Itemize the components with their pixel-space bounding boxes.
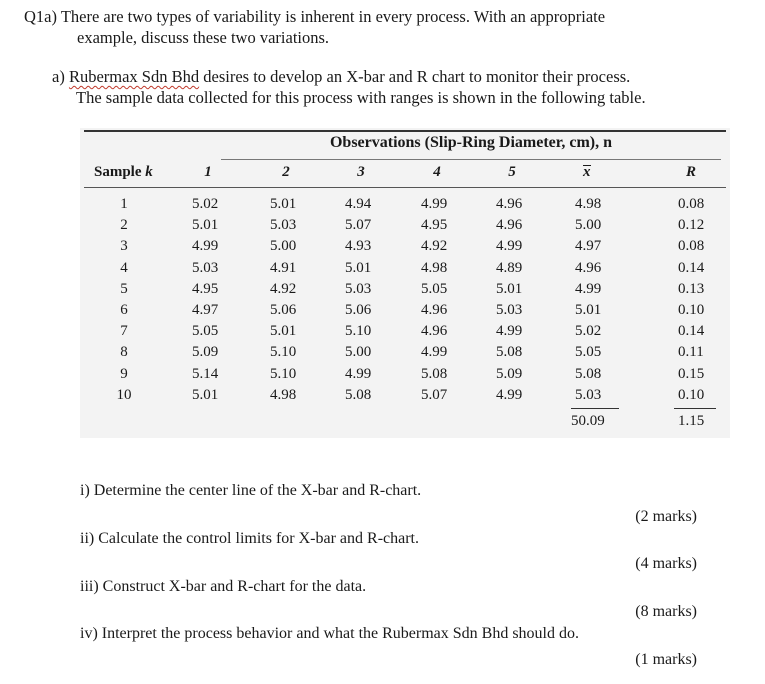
observation-value: 5.05: [192, 323, 219, 340]
observation-value: 5.10: [270, 344, 297, 361]
observation-value: 5.01: [270, 323, 297, 340]
observation-value: 5.08: [496, 344, 523, 361]
xbar-value: 5.08: [575, 365, 602, 382]
sample-number: 5: [120, 280, 128, 297]
marks-label: (8 marks): [635, 603, 697, 620]
observation-value: 4.97: [192, 302, 219, 318]
question-text-line2: example, discuss these two variations.: [77, 28, 330, 47]
obs-col-header-1: 1: [204, 164, 212, 180]
observation-value: 5.01: [192, 386, 219, 403]
observation-value: 4.98: [421, 259, 448, 276]
observation-value: 5.09: [192, 344, 219, 361]
xbar-value: 4.99: [575, 280, 602, 297]
observation-value: 4.99: [421, 344, 448, 361]
range-value: 0.14: [678, 323, 705, 340]
range-value: 0.14: [678, 259, 705, 276]
observation-value: 4.99: [496, 386, 523, 403]
observation-value: 4.99: [496, 238, 523, 255]
xbar-value: 5.00: [575, 217, 602, 234]
sample-number: 2: [120, 217, 128, 234]
xbar-value: 5.02: [575, 323, 602, 340]
xbar-value: 4.96: [575, 259, 602, 276]
observation-value: 4.89: [496, 259, 523, 276]
range-value: 0.12: [678, 217, 705, 234]
observation-value: 4.99: [421, 196, 448, 212]
observations-underline: [221, 159, 721, 160]
observation-value: 5.01: [270, 196, 297, 212]
observations-header: Observations (Slip-Ring Diameter, cm), n: [329, 134, 613, 151]
part-a-label: a): [52, 67, 65, 86]
observation-value: 5.01: [192, 217, 219, 234]
part-a-intro: [52, 66, 742, 108]
data-table: [80, 128, 730, 438]
sample-number: 6: [120, 302, 128, 318]
observation-value: 5.00: [345, 344, 372, 361]
obs-col-header-5: 5: [508, 164, 516, 180]
sample-number: 4: [120, 259, 128, 276]
range-total: 1.15: [678, 413, 705, 429]
xbar-value: 5.01: [575, 302, 602, 318]
observation-value: 5.03: [345, 280, 372, 297]
table-header-rule: [84, 187, 726, 188]
observation-value: 4.96: [421, 302, 448, 318]
obs-col-header-2: 2: [282, 164, 290, 180]
observation-value: 4.92: [421, 238, 448, 255]
observation-value: 5.01: [496, 280, 523, 297]
observation-value: 5.05: [421, 280, 448, 297]
sample-number: 7: [120, 323, 128, 340]
question-text-line1: There are two types of variability is inherent in every process. With an appropriate: [60, 7, 606, 26]
observation-value: 4.99: [345, 365, 372, 382]
observation-value: 5.06: [270, 302, 297, 318]
observation-value: 5.03: [192, 259, 219, 276]
xbar-value: 5.05: [575, 344, 602, 361]
company-name: Rubermax Sdn Bhd: [68, 67, 200, 86]
observation-value: 5.00: [270, 238, 297, 255]
sample-number: 3: [120, 238, 128, 255]
part-a-line1-rest: desires to develop an X-bar and R chart to monitor their process.: [199, 67, 631, 86]
xbar-value: 4.98: [575, 196, 602, 212]
marks-label: (4 marks): [635, 555, 697, 572]
sample-number: 1: [120, 196, 128, 212]
observation-value: 5.07: [421, 386, 448, 403]
part-a-line2: The sample data collected for this process with ranges is shown in the following table.: [76, 88, 646, 107]
observation-value: 5.01: [345, 259, 372, 276]
observation-value: 5.03: [270, 217, 297, 234]
observation-value: 5.08: [421, 365, 448, 382]
observation-value: 5.10: [345, 323, 372, 340]
observation-value: 5.10: [270, 365, 297, 382]
range-value: 0.13: [678, 280, 705, 297]
sub-question-1: i) Determine the center line of the X-bar and R-chart.: [80, 482, 422, 499]
observation-value: 4.96: [496, 196, 523, 212]
observation-value: 4.96: [421, 323, 448, 340]
sample-number: 9: [120, 365, 128, 382]
observation-value: 5.09: [496, 365, 523, 382]
sub-question-2: ii) Calculate the control limits for X-bar and R-chart.: [80, 530, 419, 547]
range-value: 0.08: [678, 238, 705, 255]
range-value: 0.08: [678, 196, 705, 212]
question-heading: [24, 6, 744, 48]
range-value: 0.10: [678, 302, 705, 318]
observation-value: 5.08: [345, 386, 372, 403]
observation-value: 4.92: [270, 280, 297, 297]
xbar-col-header: [583, 164, 591, 181]
r-col-header: R: [686, 164, 697, 180]
range-value: 0.10: [678, 386, 705, 403]
xbar-value: 4.97: [575, 238, 602, 255]
sample-number: 8: [120, 344, 128, 361]
range-value: 0.15: [678, 365, 705, 382]
observation-value: 5.14: [192, 365, 219, 382]
marks-label: (1 marks): [635, 651, 697, 668]
observation-value: 4.98: [270, 386, 297, 403]
observation-value: 4.91: [270, 259, 297, 276]
sample-k-header: Sample k: [94, 164, 153, 180]
observation-value: 4.93: [345, 238, 372, 255]
observation-value: 5.07: [345, 217, 372, 234]
sample-number: 10: [116, 386, 132, 403]
obs-col-header-4: 4: [433, 164, 441, 180]
observation-value: 5.02: [192, 196, 219, 212]
observation-value: 4.96: [496, 217, 523, 234]
observation-value: 5.03: [496, 302, 523, 318]
observation-value: 4.94: [345, 196, 372, 212]
observation-value: 4.95: [421, 217, 448, 234]
obs-col-header-3: 3: [357, 164, 365, 180]
xbar-symbol: x: [583, 164, 591, 180]
range-sum-rule: [674, 408, 716, 409]
observation-value: 4.99: [192, 238, 219, 255]
marks-label: (2 marks): [635, 508, 697, 525]
sub-question-4: iv) Interpret the process behavior and what the Rubermax Sdn Bhd should do.: [80, 625, 579, 642]
xbar-sum-rule: [571, 408, 619, 409]
question-label: Q1a): [24, 7, 57, 26]
range-value: 0.11: [678, 344, 704, 361]
observation-value: 4.99: [496, 323, 523, 340]
table-top-rule: [84, 130, 726, 132]
observation-value: 5.06: [345, 302, 372, 318]
sub-question-3: iii) Construct X-bar and R-chart for the data.: [80, 578, 367, 595]
xbar-value: 5.03: [575, 386, 602, 403]
xbar-total: 50.09: [571, 413, 605, 429]
observation-value: 4.95: [192, 280, 219, 297]
